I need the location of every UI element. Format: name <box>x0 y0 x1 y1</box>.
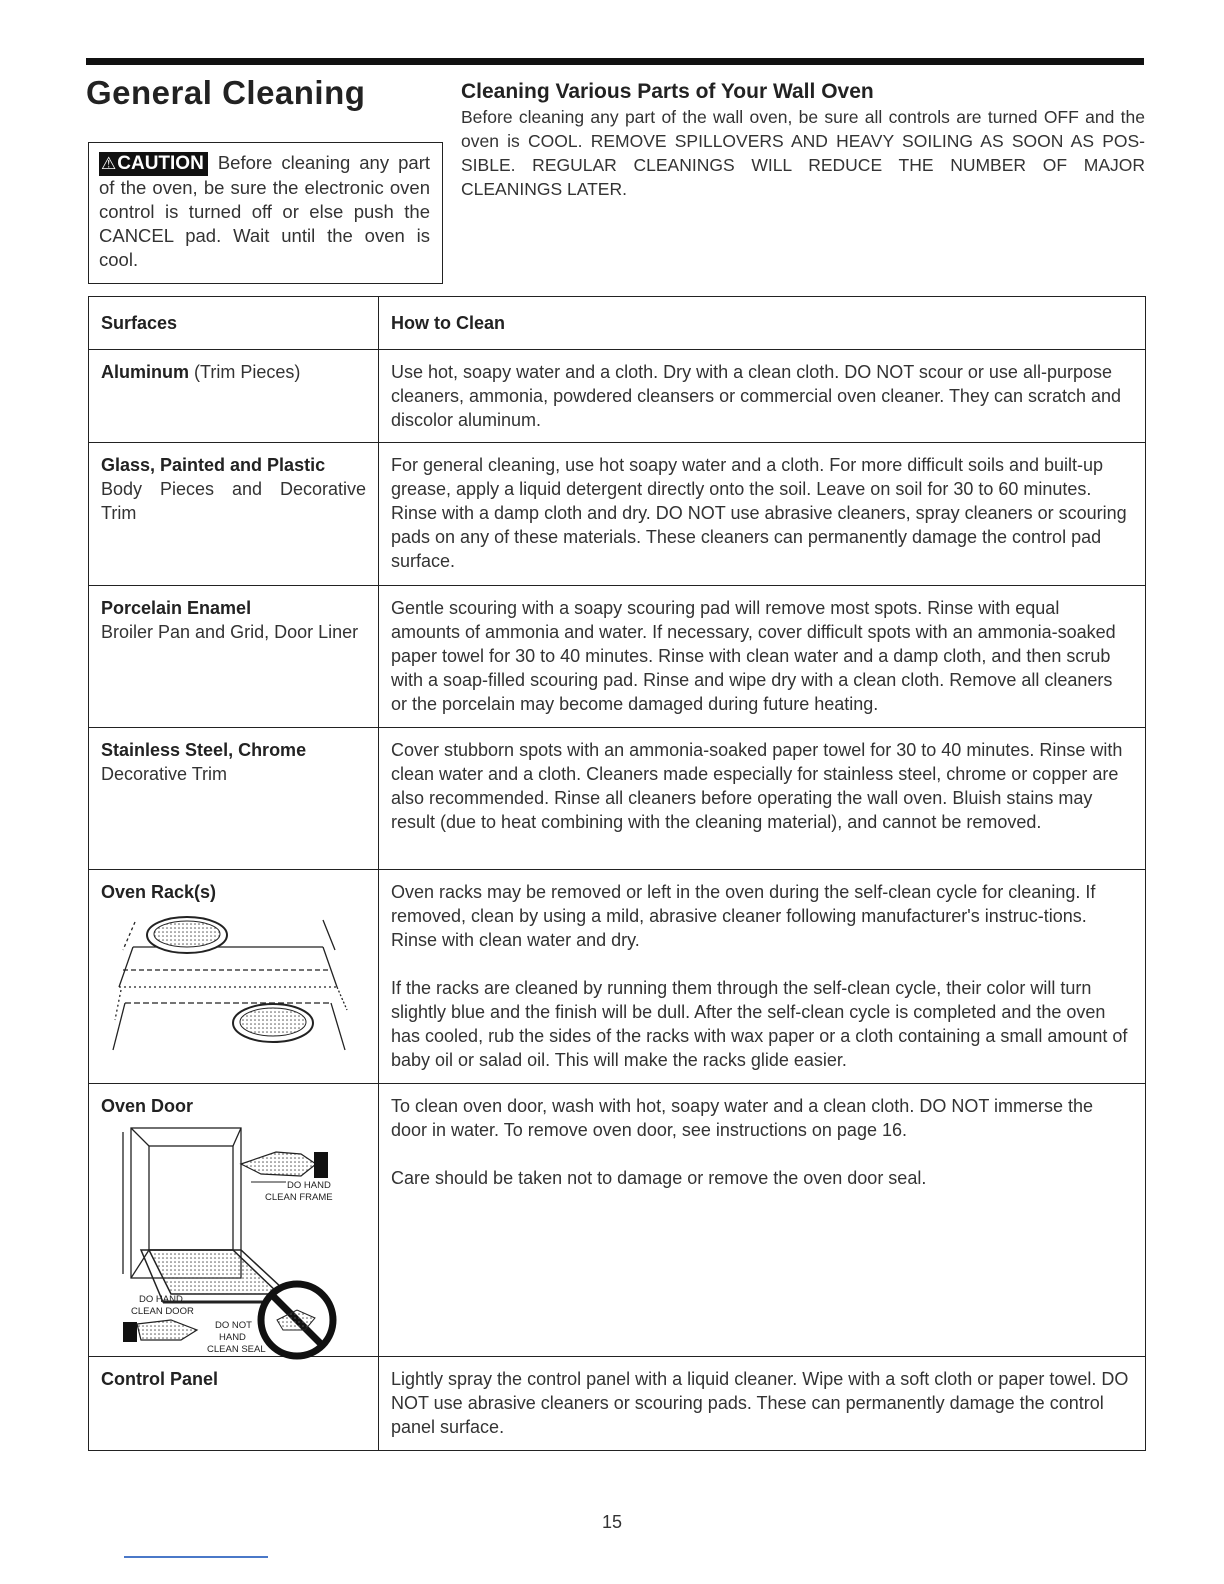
how-to-clean-text: Gentle scouring with a soapy scouring pad will remove most spots. Rinse with equal amounts of ammonia and water. If necessary, cover difficult spots with an ammonia-soaked paper towel for 30 to 40 minutes. Rinse with clean water and a damp cloth, and then scrub with a soap-filled scouring pad. Rinse and wipe dry with a clean cloth. Remove all cleaners or the porcelain may become damaged during future heating. <box>391 598 1116 714</box>
how-to-clean-cell <box>379 1084 1146 1357</box>
surface-cell <box>89 586 379 728</box>
how-to-clean-text: To clean oven door, wash with hot, soapy water and a clean cloth. DO NOT immerse the door in water. To remove oven door, see instructions on page 16. <box>391 1096 1094 1140</box>
surface-name: Oven Door <box>101 1096 194 1116</box>
header-surfaces: Surfaces <box>89 297 379 350</box>
surface-name: Stainless Steel, Chrome <box>101 740 307 760</box>
cleaning-table <box>88 296 1146 1451</box>
caution-badge-label: CAUTION <box>117 153 204 174</box>
page-title: General Cleaning <box>86 74 366 111</box>
surface-name: Oven Rack(s) <box>101 882 217 902</box>
how-to-clean-cell <box>379 586 1146 728</box>
label-do-not-hand-clean-seal: HAND <box>219 1332 246 1343</box>
oven-rack-illustration <box>101 910 351 1060</box>
how-to-clean-text: For general cleaning, use hot soapy water and a cloth. For more difficult soils and built-up grease, apply a liquid detergent directly onto the soil. Leave on soil for 30 to 60 minutes. Rinse with a damp cloth and dry. DO NOT use abrasive cleaners, spray cleaners or scouring pads on any of these materials. These cleaners can permanently damage the control pad surface. <box>391 455 1127 571</box>
surface-cell <box>89 350 379 443</box>
label-do-not-hand-clean-seal: CLEAN SEAL <box>207 1344 266 1355</box>
lower-pan <box>233 1004 313 1042</box>
page-number: 15 <box>601 1512 623 1532</box>
top-rule <box>86 58 1144 65</box>
how-to-clean-cell <box>379 728 1146 870</box>
surface-cell <box>89 1357 379 1451</box>
hand-glove-bottom <box>123 1320 197 1342</box>
table-row <box>89 870 1146 1084</box>
how-to-clean-text: Use hot, soapy water and a cloth. Dry with a clean cloth. DO NOT scour or use all-purpose cleaners, ammonia, powdered cleansers or commercial oven cleaner. They can scratch and discolor aluminum. <box>391 362 1122 430</box>
table-row <box>89 1357 1146 1451</box>
intro-text: Before cleaning any part of the wall oven, be sure all controls are turned OFF and the oven is COOL. REMOVE SPILLOVERS AND HEAVY SOILING AS SOON AS POS-SIBLE. REGULAR CLEANINGS WILL REDUCE THE NUMBER OF MAJOR CLEANINGS LATER. <box>461 107 1145 199</box>
caution-text: Before cleaning any part of the oven, be sure the electronic oven control is turned off or else push the CANCEL pad. Wait until the oven is cool. <box>99 152 430 270</box>
how-to-clean-text: Oven racks may be removed or left in the oven during the self-clean cycle for cleaning. If removed, clean by using a mild, abrasive cleaner following manufacturer's instruc-tions. Rinse with clean water and dry. <box>391 882 1096 950</box>
how-to-clean-cell <box>379 1357 1146 1451</box>
label-do-not-hand-clean-seal: DO NOT <box>215 1320 252 1331</box>
surface-sub: Decorative Trim <box>101 764 228 784</box>
label-do-hand-clean-frame: DO HAND <box>287 1180 331 1191</box>
surface-name: Glass, Painted and Plastic <box>101 455 326 475</box>
hand-glove-top <box>241 1152 328 1182</box>
surface-cell <box>89 728 379 870</box>
surface-name: Porcelain Enamel <box>101 598 252 618</box>
no-symbol-icon <box>261 1284 333 1356</box>
footer-link-rule <box>124 1556 268 1558</box>
table-header-row <box>89 297 1146 350</box>
section-heading: Cleaning Various Parts of Your Wall Oven <box>461 80 874 103</box>
how-to-clean-text: Care should be taken not to damage or remove the oven door seal. <box>391 1168 927 1188</box>
caution-box <box>88 142 443 284</box>
how-to-clean-text: If the racks are cleaned by running them through the self-clean cycle, their color will turn slightly blue and the finish will be dull. After the self-clean cycle is completed and the oven has cooled, rub the sides of the racks with wax paper or a cloth containing a small amount of baby oil or salad oil. This will make the racks glide easier. <box>391 978 1128 1070</box>
warning-triangle-icon: ⚠ <box>101 154 117 173</box>
label-do-hand-clean-frame: CLEAN FRAME <box>265 1192 333 1203</box>
surface-cell <box>89 870 379 1084</box>
surface-sub: Broiler Pan and Grid, Door Liner <box>101 622 359 642</box>
caution-badge <box>99 152 208 176</box>
table-row <box>89 586 1146 728</box>
how-to-clean-cell <box>379 350 1146 443</box>
table-row <box>89 350 1146 443</box>
surface-sub: (Trim Pieces) <box>194 362 301 382</box>
how-to-clean-cell <box>379 443 1146 586</box>
upper-pan <box>147 917 227 953</box>
how-to-clean-text: Cover stubborn spots with an ammonia-soaked paper towel for 30 to 40 minutes. Rinse with clean water and a cloth. Cleaners made especially for stainless steel, chrome or copper are also recommended. Rinse all cleaners before operating the wall oven. Bluish stains may result (due to heat combining with the cleaning material), and cannot be removed. <box>391 740 1123 832</box>
surface-name: Aluminum <box>101 362 189 382</box>
oven-door-illustration <box>101 1124 351 1355</box>
surface-cell <box>89 443 379 586</box>
header-how-to-clean: How to Clean <box>379 297 1146 350</box>
label-do-hand-clean-door: DO HAND <box>139 1294 183 1305</box>
surface-name: Control Panel <box>101 1369 219 1389</box>
table-row <box>89 728 1146 870</box>
surface-cell <box>89 1084 379 1357</box>
label-do-hand-clean-door: CLEAN DOOR <box>131 1306 194 1317</box>
table-row <box>89 443 1146 586</box>
table-row <box>89 1084 1146 1357</box>
how-to-clean-text: Lightly spray the control panel with a liquid cleaner. Wipe with a soft cloth or paper towel. DO NOT use abrasive cleaners or scouring pads. These can permanently damage the control panel surface. <box>391 1369 1129 1437</box>
how-to-clean-cell <box>379 870 1146 1084</box>
surface-sub: Body Pieces and Decorative Trim <box>101 479 366 523</box>
